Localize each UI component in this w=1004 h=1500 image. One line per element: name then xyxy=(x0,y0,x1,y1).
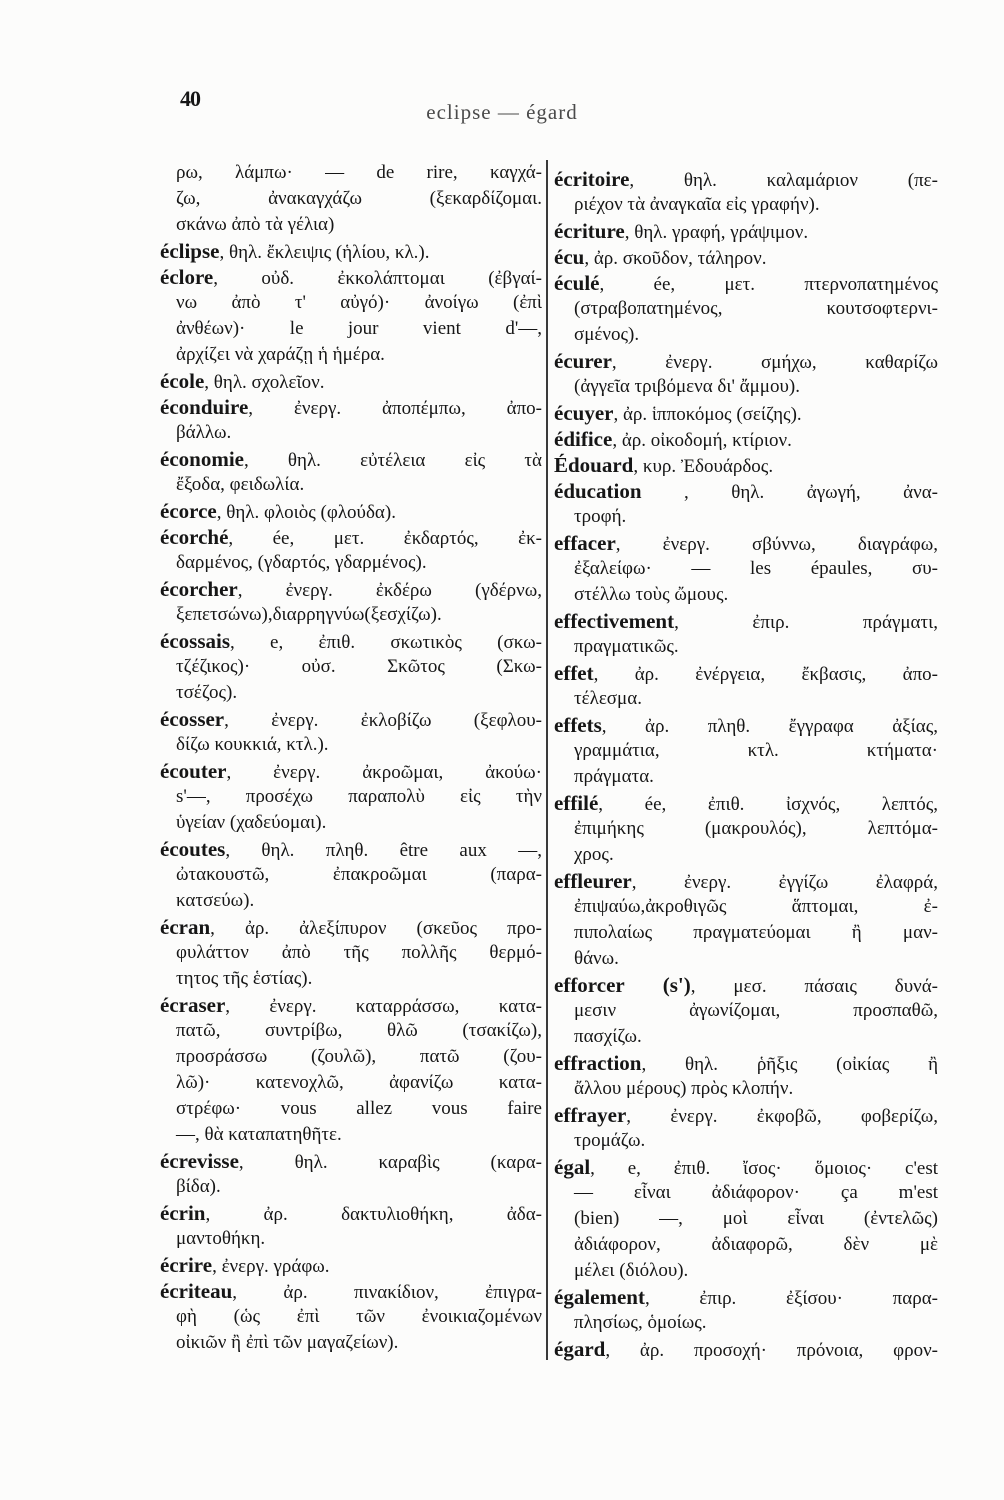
page-number: 40 xyxy=(180,86,200,111)
entry-line xyxy=(554,972,938,998)
definition-text: προσράσσω (ζουλῶ), πατῶ (ζου- xyxy=(176,1046,542,1067)
continuation-line xyxy=(160,1174,542,1200)
headword: écorché xyxy=(160,525,229,549)
definition-text: , ἐνεργ. ἐκλοβίζω (ξεφλου- xyxy=(224,710,542,731)
continuation-line xyxy=(160,732,542,758)
definition-text: , ἐνεργ. σμήχω, καθαρίζω xyxy=(611,352,938,373)
entry-line xyxy=(554,868,938,894)
continuation-line xyxy=(554,1024,938,1050)
continuation-line xyxy=(160,1330,542,1356)
headword: effacer xyxy=(554,531,616,555)
definition-text: ἐπιμήκης (μακρουλός), λεπτόμα- xyxy=(574,818,938,839)
definition-text: , ἀρ. προσοχή· πρόνοια, φρον- xyxy=(605,1340,938,1361)
continuation-line xyxy=(554,504,938,530)
definition-text: ἐπιψαύω,ἀκροθιγῶς ἅπτομαι, ἐ- xyxy=(574,896,938,917)
definition-text: στρέφω· vous allez vous faire xyxy=(176,1098,542,1119)
headword: égal xyxy=(554,1155,591,1179)
definition-text: , κυρ. Ἐδουάρδος. xyxy=(633,456,774,477)
definition-text: δίζω κουκκιά, κτλ.). xyxy=(176,734,329,755)
continuation-line xyxy=(554,582,938,608)
continuation-line xyxy=(554,764,938,790)
headword: effet xyxy=(554,661,594,685)
entry-line xyxy=(554,608,938,634)
continuation-line xyxy=(160,1122,542,1148)
entry-line xyxy=(554,712,938,738)
definition-text: φὴ (ὡς ἐπὶ τῶν ἐνοικιαζομένων xyxy=(176,1306,542,1327)
entry-line xyxy=(554,478,938,504)
definition-text: , ἐνεργ. ἐκδέρω (γδέρνω, xyxy=(237,580,542,601)
entry-line xyxy=(554,244,938,270)
continuation-line xyxy=(554,1232,938,1258)
definition-text: πατῶ, συντρίβω, θλῶ (τσακίζω), xyxy=(176,1020,542,1041)
entry-line xyxy=(554,1050,938,1076)
definition-text: , θηλ. εὐτέλεια εἰς τὰ xyxy=(243,450,542,471)
definition-text: τζέζικος)· οὐσ. Σκῶτος (Σκω- xyxy=(176,656,542,677)
entry-line xyxy=(160,368,542,394)
continuation-line xyxy=(160,1226,542,1252)
entry-line xyxy=(160,1252,542,1278)
definition-text: , ἐνεργ. ἐκφοβῶ, φοβερίζω, xyxy=(626,1106,938,1127)
definition-text: , ἀρ. σκοῦδον, τάληρον. xyxy=(584,248,767,269)
continuation-line xyxy=(554,374,938,400)
headword: également xyxy=(554,1285,645,1309)
headword: Édouard xyxy=(554,453,634,477)
headword: effectivement xyxy=(554,609,675,633)
headword: efforcer (s') xyxy=(554,973,691,997)
definition-text: ἀδιάφορον, ἀδιαφορῶ, δὲν μὲ xyxy=(574,1234,938,1255)
definition-text: , θηλ. καραβὶς (καρα- xyxy=(238,1152,542,1173)
entry-line xyxy=(554,1284,938,1310)
definition-text: στέλλω τοὺς ὤμους. xyxy=(574,584,729,605)
continuation-line xyxy=(160,602,542,628)
entry-line xyxy=(160,914,542,940)
definition-text: (στραβοπατημένος, κουτσοφτερνι- xyxy=(574,298,938,319)
definition-text: , θηλ. γραφή, γράψιμον. xyxy=(624,222,809,243)
continuation-line xyxy=(160,966,542,992)
definition-text: θάνω. xyxy=(574,948,619,969)
definition-text: , ἀρ. ἐνέργεια, ἔκβασις, ἀπο- xyxy=(593,664,938,685)
headword: école xyxy=(160,369,205,393)
entry-line xyxy=(554,452,938,478)
definition-text: κατσεύω). xyxy=(176,890,255,911)
definition-text: , ée, μετ. ἐκδαρτός, ἐκ- xyxy=(228,528,542,549)
continuation-line xyxy=(160,1304,542,1330)
column-divider xyxy=(546,160,548,1360)
headword: effraction xyxy=(554,1051,642,1075)
definition-text: , θηλ. σχολεῖον. xyxy=(204,372,325,393)
entry-line xyxy=(554,790,938,816)
definition-text: , ἐνεργ. ἐγγίζω ἐλαφρά, xyxy=(631,872,938,893)
continuation-line xyxy=(160,862,542,888)
definition-text: μέλει (διόλου). xyxy=(574,1260,689,1281)
entry-line xyxy=(160,524,542,550)
definition-text: , ée, ἐπιθ. ἰσχνός, λεπτός, xyxy=(598,794,938,815)
entry-line xyxy=(554,348,938,374)
headword: écran xyxy=(160,915,211,939)
headword: écu xyxy=(554,245,585,269)
continuation-line xyxy=(160,316,542,342)
entry-line xyxy=(554,1336,938,1362)
definition-text: ξεπετσώνω),διαρρηγνύω(ξεσχίζω). xyxy=(176,604,442,625)
continuation-line xyxy=(160,1044,542,1070)
entry-line xyxy=(160,1148,542,1174)
definition-text: ἔξοδα, φειδωλία. xyxy=(176,474,305,495)
entry-line xyxy=(554,1102,938,1128)
definition-text: , ἐνεργ. γράφω. xyxy=(212,1256,330,1277)
definition-text: , ἐνεργ. καταρράσσω, κατα- xyxy=(225,996,542,1017)
headword: écrin xyxy=(160,1201,206,1225)
headword: éclore xyxy=(160,265,214,289)
definition-text: δαρμένος, (γδαρτός, γδαρμένος). xyxy=(176,552,427,573)
continuation-line xyxy=(554,556,938,582)
definition-text: ὑγείαν (χαδεύομαι). xyxy=(176,812,327,833)
entry-line xyxy=(160,758,542,784)
continuation-line xyxy=(160,186,542,212)
continuation-line xyxy=(554,1180,938,1206)
definition-text: ρω, λάμπω· — de rire, καγχά- xyxy=(176,162,542,183)
right-column xyxy=(554,166,938,1362)
definition-text: , θηλ. φλοιὸς (φλούδα). xyxy=(216,502,396,523)
definition-text: φυλάττον ἀπὸ τῆς πολλῆς θερμό- xyxy=(176,942,542,963)
headword: écorcher xyxy=(160,577,238,601)
headword: écraser xyxy=(160,993,226,1017)
entry-line xyxy=(554,1154,938,1180)
continuation-line xyxy=(554,1206,938,1232)
definition-text: , ἐνεργ. ἀκροῶμαι, ἀκούω· xyxy=(226,762,542,783)
continuation-line xyxy=(554,946,938,972)
continuation-line xyxy=(160,680,542,706)
entry-line xyxy=(160,576,542,602)
headword: égard xyxy=(554,1337,606,1361)
headword: écrire xyxy=(160,1253,213,1277)
definition-text: , e, ἐπιθ. σκωτικὸς (σκω- xyxy=(230,632,542,653)
continuation-line xyxy=(160,1018,542,1044)
definition-text: , οὐδ. ἐκκολάπτομαι (ἐβγαί- xyxy=(213,268,542,289)
continuation-line xyxy=(554,634,938,660)
definition-text: οἰκιῶν ἢ ἐπὶ τῶν μαγαζείων). xyxy=(176,1332,399,1353)
headword: écriteau xyxy=(160,1279,233,1303)
definition-text: , μεσ. πάσαις δυνά- xyxy=(690,976,938,997)
headword: écrevisse xyxy=(160,1149,239,1173)
headword: écuyer xyxy=(554,401,614,425)
headword: édifice xyxy=(554,427,613,451)
continuation-line xyxy=(554,842,938,868)
continuation-line xyxy=(160,1070,542,1096)
continuation-line xyxy=(554,738,938,764)
definition-text: (ἀγγεῖα τριβόμενα δι' ἄμμου). xyxy=(574,376,800,397)
definition-text: ἐξαλείφω· — les épaules, συ- xyxy=(574,558,938,579)
entry-line xyxy=(160,628,542,654)
continuation-line xyxy=(160,342,542,368)
definition-text: , θηλ. ῥῆξις (οἰκίας ἢ xyxy=(641,1054,938,1075)
continuation-line xyxy=(160,420,542,446)
definition-text: γραμμάτια, κτλ. κτήματα· xyxy=(574,740,938,761)
continuation-line xyxy=(554,816,938,842)
entry-line xyxy=(160,264,542,290)
entry-line xyxy=(554,530,938,556)
headword: écouter xyxy=(160,759,227,783)
definition-text: χρος. xyxy=(574,844,614,865)
definition-text: μεσιν ἀγωνίζομαι, προσπαθῶ, xyxy=(574,1000,938,1021)
headword: écossais xyxy=(160,629,230,653)
definition-text: , ée, μετ. πτερνοπατημένος xyxy=(599,274,938,295)
headword: écurer xyxy=(554,349,612,373)
continuation-line xyxy=(554,686,938,712)
continuation-line xyxy=(554,1076,938,1102)
definition-text: , θηλ. ἔκλειψις (ἡλίου, κλ.). xyxy=(219,242,430,263)
headword: écorce xyxy=(160,499,217,523)
left-column xyxy=(160,160,542,1356)
continuation-line xyxy=(554,192,938,218)
headword: éclipse xyxy=(160,239,220,263)
headword: écriture xyxy=(554,219,625,243)
definition-text: s'—, προσέχω παραπολὺ εἰς τὴν xyxy=(176,786,542,807)
continuation-line xyxy=(160,290,542,316)
definition-text: (bien) —, μοὶ εἶναι (ἐντελῶς) xyxy=(574,1208,938,1229)
definition-text: νω ἀπὸ τ' αὐγό)· ἀνοίγω (ἐπὶ xyxy=(176,292,542,313)
definition-text: , ἐπιρ. ἐξίσου· παρα- xyxy=(644,1288,938,1309)
headword: écosser xyxy=(160,707,225,731)
definition-text: τρομάζω. xyxy=(574,1130,646,1151)
definition-text: μαντοθήκη. xyxy=(176,1228,266,1249)
definition-text: λῶ)· κατενοχλῶ, ἀφανίζω κατα- xyxy=(176,1072,542,1093)
definition-text: πράγματα. xyxy=(574,766,654,787)
entry-line xyxy=(160,1200,542,1226)
running-head: eclipse — égard xyxy=(426,100,578,124)
definition-text: βίδα). xyxy=(176,1176,221,1197)
definition-text: πραγματικῶς. xyxy=(574,636,679,657)
headword: écritoire xyxy=(554,167,630,191)
entry-line xyxy=(554,400,938,426)
definition-text: —, θὰ καταπατηθῆτε. xyxy=(176,1124,342,1145)
headword: effleurer xyxy=(554,869,632,893)
definition-text: ἀνθέων)· le jour vient d'—, xyxy=(176,318,542,339)
definition-text: τέλεσμα. xyxy=(574,688,642,709)
definition-text: — εἶναι ἀδιάφορον· ça m'est xyxy=(574,1182,938,1203)
definition-text: , ἀρ. πληθ. ἔγγραφα ἀξίας, xyxy=(601,716,938,737)
definition-text: ζω, ἀνακαγχάζω (ξεκαρδίζομαι. xyxy=(176,188,542,209)
headword: écoutes xyxy=(160,837,226,861)
definition-text: , ἀρ. ἱπποκόμος (σείζης). xyxy=(613,404,802,425)
definition-text: πασχίζω. xyxy=(574,1026,642,1047)
definition-text: βάλλω. xyxy=(176,422,232,443)
definition-text: , e, ἐπιθ. ἴσος· ὅμοιος· c'est xyxy=(590,1158,938,1179)
continuation-line xyxy=(554,998,938,1024)
continuation-line xyxy=(160,940,542,966)
entry-line xyxy=(554,166,938,192)
definition-text: τροφή. xyxy=(574,506,627,527)
continuation-line xyxy=(160,472,542,498)
definition-text: , θηλ. ἀγωγή, ἀνα- xyxy=(641,482,938,503)
definition-text: ἀρχίζει νὰ χαράζῃ ἡ ἡμέρα. xyxy=(176,344,385,365)
entry-line xyxy=(160,706,542,732)
entry-line xyxy=(160,498,542,524)
entry-line xyxy=(160,394,542,420)
continuation-line xyxy=(554,894,938,920)
continuation-line xyxy=(160,784,542,810)
entry-line xyxy=(554,660,938,686)
continuation-line xyxy=(554,322,938,348)
entry-line xyxy=(554,218,938,244)
headword: éducation xyxy=(554,479,642,503)
definition-text: , ἐπιρ. πράγματι, xyxy=(674,612,938,633)
definition-text: , ἐνεργ. σβύννω, διαγράφω, xyxy=(615,534,938,555)
definition-text: , ἀρ. δακτυλιοθήκη, ἀδα- xyxy=(205,1204,542,1225)
continuation-line xyxy=(160,550,542,576)
definition-text: , ἀρ. πινακίδιον, ἐπιγρα- xyxy=(232,1282,542,1303)
headword: effrayer xyxy=(554,1103,627,1127)
definition-text: τσέζος). xyxy=(176,682,238,703)
headword: éconduire xyxy=(160,395,249,419)
continuation-line xyxy=(160,810,542,836)
continuation-line xyxy=(554,296,938,322)
headword: éculé xyxy=(554,271,600,295)
definition-text: , θηλ. καλαμάριον (πε- xyxy=(629,170,938,191)
continuation-line xyxy=(554,1128,938,1154)
entry-line xyxy=(160,992,542,1018)
continuation-line xyxy=(160,212,542,238)
headword: économie xyxy=(160,447,244,471)
continuation-line xyxy=(554,920,938,946)
definition-text: ριέχον τὰ ἀναγκαῖα εἰς γραφήν). xyxy=(574,194,820,215)
entry-line xyxy=(160,446,542,472)
continuation-line xyxy=(160,888,542,914)
entry-line xyxy=(160,1278,542,1304)
definition-text: ὠτακουστῶ, ἐπακροῶμαι (παρα- xyxy=(176,864,542,885)
definition-text: πιπολαίως πραγματεύομαι ἢ μαν- xyxy=(574,922,938,943)
definition-text: , ἀρ. οἰκοδομή, κτίριον. xyxy=(612,430,792,451)
definition-text: ἄλλου μέρους) πρὸς κλοπήν. xyxy=(574,1078,794,1099)
continuation-line xyxy=(160,160,542,186)
entry-line xyxy=(554,426,938,452)
continuation-line xyxy=(160,654,542,680)
definition-text: , θηλ. πληθ. être aux —, xyxy=(225,840,542,861)
headword: effets xyxy=(554,713,602,737)
continuation-line xyxy=(160,1096,542,1122)
definition-text: τητος τῆς ἑστίας). xyxy=(176,968,313,989)
entry-line xyxy=(160,238,542,264)
definition-text: σκάνω ἀπὸ τὰ γέλια) xyxy=(176,214,335,235)
entry-line xyxy=(554,270,938,296)
definition-text: , ἐνεργ. ἀποπέμπω, ἀπο- xyxy=(248,398,542,419)
definition-text: πλησίως, ὁμοίως. xyxy=(574,1312,707,1333)
continuation-line xyxy=(554,1310,938,1336)
continuation-line xyxy=(554,1258,938,1284)
entry-line xyxy=(160,836,542,862)
definition-text: σμένος). xyxy=(574,324,640,345)
definition-text: , ἀρ. ἀλεξίπυρον (σκεῦος προ- xyxy=(210,918,542,939)
headword: effilé xyxy=(554,791,599,815)
